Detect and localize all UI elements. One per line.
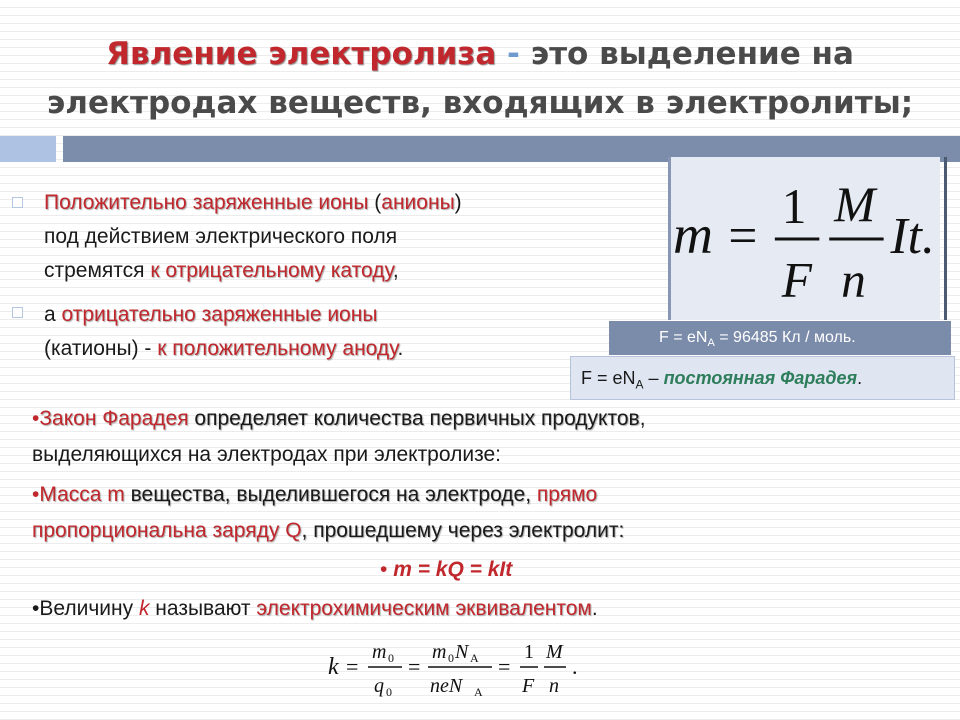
- proportional-term: пропорциональна заряду Q: [32, 519, 302, 542]
- bullet-square-icon: [12, 197, 23, 208]
- mass-term: Масса m: [39, 483, 125, 506]
- bullet-dot-icon: •: [32, 407, 40, 430]
- to-cathode-text: к отрицательному катоду: [150, 259, 393, 282]
- svg-text:m: m: [372, 641, 387, 663]
- bullet-square-icon: [12, 307, 23, 318]
- formula-num1: 1: [781, 179, 807, 235]
- bullet-anions: Положительно заряженные ионы (анионы) под действием электрического поля стремятся к отрицательному катоду,: [44, 191, 462, 282]
- bullet-dot-icon: •: [32, 597, 40, 620]
- faraday-constant-name: постоянная Фарадея: [663, 368, 858, 388]
- to-anode-text: к положительному аноду: [157, 337, 398, 360]
- svg-text:N: N: [455, 641, 469, 663]
- faraday-law-term: Закон Фарадея: [39, 407, 189, 430]
- title-dash: -: [496, 36, 531, 72]
- mass-law-paragraph: •Масса m вещества, выделившегося на электроде, прямо пропорциональна заряду Q, прошедшему через электролит:: [32, 483, 625, 542]
- svg-text:=: =: [498, 654, 511, 679]
- mass-formula: m = kQ = kIt: [393, 558, 513, 581]
- title-term: Явление электролиза: [106, 36, 497, 72]
- faraday-law-paragraph: •Закон Фарадея определяет количества первичных продуктов, выделяющихся на электродах при электролизе:: [32, 407, 646, 466]
- svg-text:F: F: [522, 675, 535, 697]
- formula-box-edge: [944, 157, 947, 320]
- faraday-constant-value: $F = eN_A = 96485$ Кл / моль.: [609, 321, 951, 355]
- equivalent-paragraph: •Величину k называют электрохимическим эквивалентом.: [32, 597, 598, 620]
- faraday-formula: [671, 157, 940, 320]
- slide-title: [30, 30, 930, 128]
- svg-text:0: 0: [386, 685, 392, 699]
- divider-band-left: [0, 136, 56, 162]
- formula-den2: n: [841, 252, 866, 308]
- equivalent-formula: [310, 628, 610, 708]
- svg-text:0: 0: [448, 651, 454, 665]
- negative-ions-text: отрицательно заряженные ионы: [61, 303, 378, 326]
- k-formula-svg: [310, 628, 610, 708]
- svg-text:=: =: [346, 654, 359, 679]
- faraday-constant-label: $F = eN_A$ – постоянная Фарадея.: [570, 356, 955, 400]
- svg-text:q: q: [374, 675, 384, 697]
- formula-tail: It.: [890, 207, 935, 265]
- svg-text:=: =: [408, 654, 421, 679]
- svg-text:m: m: [432, 641, 447, 663]
- anions-text: анионы: [381, 191, 455, 214]
- positive-ions-text: Положительно заряженные ионы: [44, 191, 369, 214]
- formula-den1: F: [781, 252, 812, 308]
- mass-formula-line: [380, 552, 620, 588]
- title-rest: это выделение на: [530, 36, 854, 72]
- title-line2: электродах веществ, входящих в электролиты;: [46, 85, 914, 121]
- svg-text:A: A: [470, 651, 479, 665]
- bullet-dot-icon: •: [380, 558, 388, 581]
- formula-equals: =: [728, 207, 758, 265]
- svg-text:k: k: [328, 654, 339, 680]
- bullet-dot-icon: •: [32, 483, 40, 506]
- svg-text:M: M: [546, 641, 563, 663]
- equivalent-term: электрохимическим эквивалентом: [256, 597, 592, 620]
- svg-text:neN: neN: [430, 675, 463, 697]
- svg-text:n: n: [549, 675, 559, 697]
- svg-text:.: .: [572, 654, 578, 679]
- k-symbol: k: [138, 597, 150, 620]
- svg-text:A: A: [474, 685, 483, 699]
- svg-text:0: 0: [388, 651, 394, 665]
- bullet-cations: а отрицательно заряженные ионы (катионы) - к положительному аноду.: [44, 303, 404, 360]
- formula-lhs: m: [672, 203, 713, 265]
- svg-text:1: 1: [524, 641, 534, 663]
- faraday-formula-box: [668, 157, 940, 320]
- formula-num2: M: [834, 177, 876, 233]
